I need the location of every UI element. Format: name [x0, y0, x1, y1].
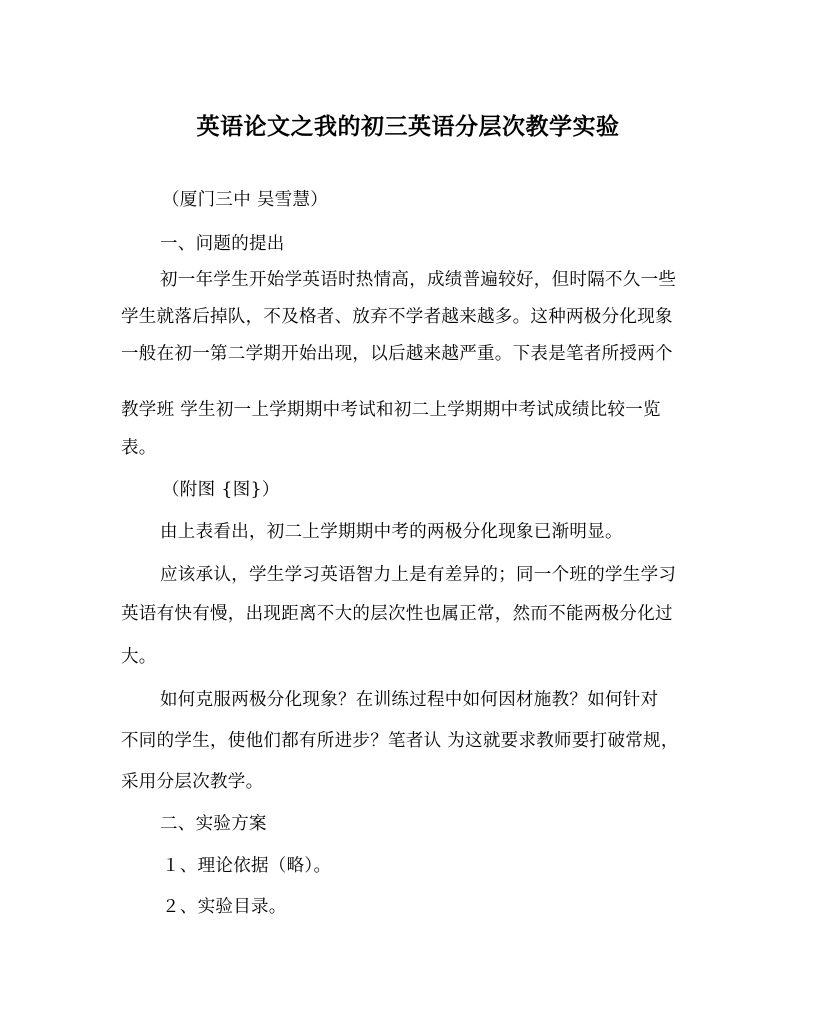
author-line: （厦门三中 吴雪慧） — [162, 190, 329, 210]
list-item: １、理论依据（略）。 — [162, 856, 332, 876]
paragraph-line: 采用分层次教学。 — [121, 772, 264, 792]
section-heading-1: 一、问题的提出 — [160, 234, 285, 254]
paragraph-line: 如何克服两极分化现象？在训练过程中如何因材施教？如何针对 — [160, 690, 659, 710]
paragraph-line: 初一年学生开始学英语时热情高，成绩普遍较好，但时隔不久一些 — [160, 270, 677, 290]
section-heading-2: 二、实验方案 — [160, 814, 267, 834]
paragraph-line: 不同的学生，使他们都有所进步？笔者认 为这就要求教师要打破常规， — [121, 731, 679, 751]
document-title: 英语论文之我的初三英语分层次教学实验 — [196, 113, 620, 140]
paragraph-line: 表。 — [121, 438, 157, 458]
paragraph-line: 一般在初一第二学期开始出现，以后越来越严重。下表是笔者所授两个 — [121, 344, 673, 364]
paragraph-line: 英语有快有慢，出现距离不大的层次性也属正常，然而不能两极分化过 — [121, 604, 673, 624]
paragraph-line: 大。 — [121, 647, 157, 667]
list-item: ２、实验目录。 — [162, 897, 287, 917]
paragraph-line: 教学班 学生初一上学期期中考试和初二上学期期中考试成绩比较一览 — [121, 400, 661, 420]
figure-reference: （附图 {图}） — [162, 480, 280, 500]
paragraph-line: 由上表看出，初二上学期期中考的两极分化现象已渐明显。 — [160, 522, 623, 542]
paragraph-line: 应该承认，学生学习英语智力上是有差异的；同一个班的学生学习 — [160, 565, 677, 585]
paragraph-line: 学生就落后掉队，不及格者、放弃不学者越来越多。这种两极分化现象 — [121, 307, 673, 327]
